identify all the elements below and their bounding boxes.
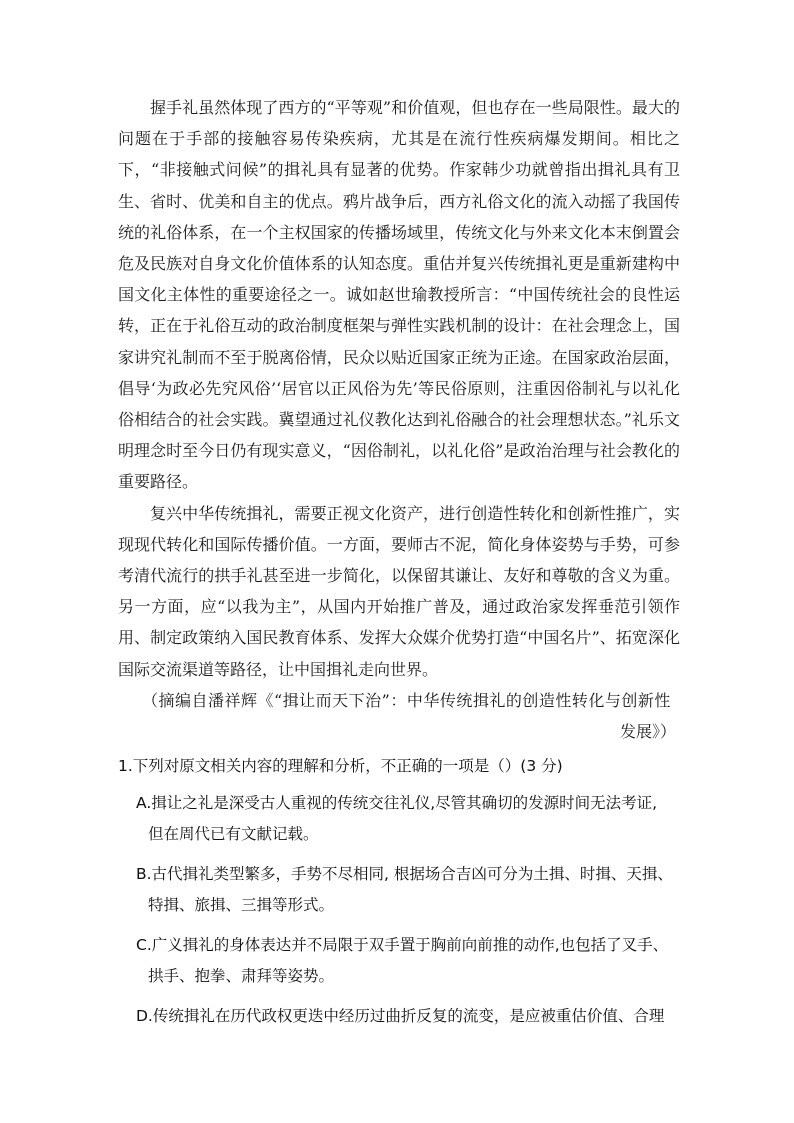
question-stem: 1.下列对原文相关内容的理解和分析，不正确的一项是（）(3 分) (118, 757, 563, 775)
option-c (118, 930, 688, 992)
option-c-line2: 拱手、抱拳、肃拜等姿势。 (148, 967, 335, 985)
option-b-line1: B.古代揖礼类型繁多，手势不尽相同, 根据场合吉凶可分为土揖、时揖、天揖、 (136, 865, 673, 883)
option-b-line2: 特揖、旅揖、三揖等形式。 (148, 896, 335, 914)
option-d-line1: D.传统揖礼在历代政权更迭中经历过曲折反复的流变，是应被重估价值、合理 (136, 1007, 665, 1025)
question-1 (118, 756, 688, 1041)
option-d (118, 1001, 688, 1032)
option-c-line1: C.广义揖礼的身体表达并不局限于双手置于胸前向前推的动作,也包括了叉手、 (136, 936, 669, 954)
article-paragraph-1: 握手礼虽然体现了西方的“平等观”和价值观，但也存在一些局限性。最大的问题在于手部的接触容易传染疾病，尤其是在流行性疾病爆发期间。相比之下，“非接触式问候”的揖礼具有显著的优势。作家韩少功就曾指出揖礼具有卫生、省时、优美和自主的优点。鸦片战争后，西方礼俗文化的流入动摇了我国传统的礼俗体系，在一个主权国家的传播场域里，传统文化与外来文化本末倒置会危及民族对自身文化价值体系的认知态度。重估并复兴传统揖礼更是重新建构中国文化主体性的重要途径之一。诚如赵世瑜教授所言：“中国传统社会的良性运转，正在于礼俗互动的政治制度框架与弹性实践机制的设计：在社会理念上，国家讲究礼制而不至于脱离俗情，民众以贴近国家正统为正途。在国家政治层面，倡导‘为政必先究风俗’‘居官以正风俗为先’等民俗原则，注重因俗制礼与以礼化俗相结合的社会实践。冀望通过礼仪教化达到礼俗融合的社会理想状态。”礼乐文明理念时至今日仍有现实意义，“因俗制礼，以礼化俗”是政治治理与社会教化的重要路径。 (118, 98, 680, 492)
article-paragraph-2: 复兴中华传统揖礼，需要正视文化资产，进行创造性转化和创新性推广，实现现代转化和国际传播价值。一方面，要师古不泥，简化身体姿势与手势，可参考清代流行的拱手礼甚至进一步简化，以保留其谦让、友好和尊敬的含义为重。另一方面，应“以我为主”，从国内开始推广普及，通过政治家发挥垂范引领作用、制定政策纳入国民教育体系、发挥大众媒介优势打造“中国名片”、拓宽深化国际交流渠道等路径，让中国揖礼走向世界。 (118, 503, 680, 679)
source-citation-end: 发展》） (619, 722, 676, 742)
article-body (118, 92, 680, 747)
option-a-line2: 但在周代已有文献记载。 (148, 825, 319, 843)
option-b (118, 859, 688, 921)
option-a-line1: A.揖让之礼是深受古人重视的传统交往礼仪,尽管其确切的发源时间无法考证, (136, 794, 658, 812)
source-citation: （摘编自潘祥辉《“揖让而天下治”：中华传统揖礼的创造性转化与创新性 (142, 690, 671, 710)
option-a (118, 788, 688, 850)
